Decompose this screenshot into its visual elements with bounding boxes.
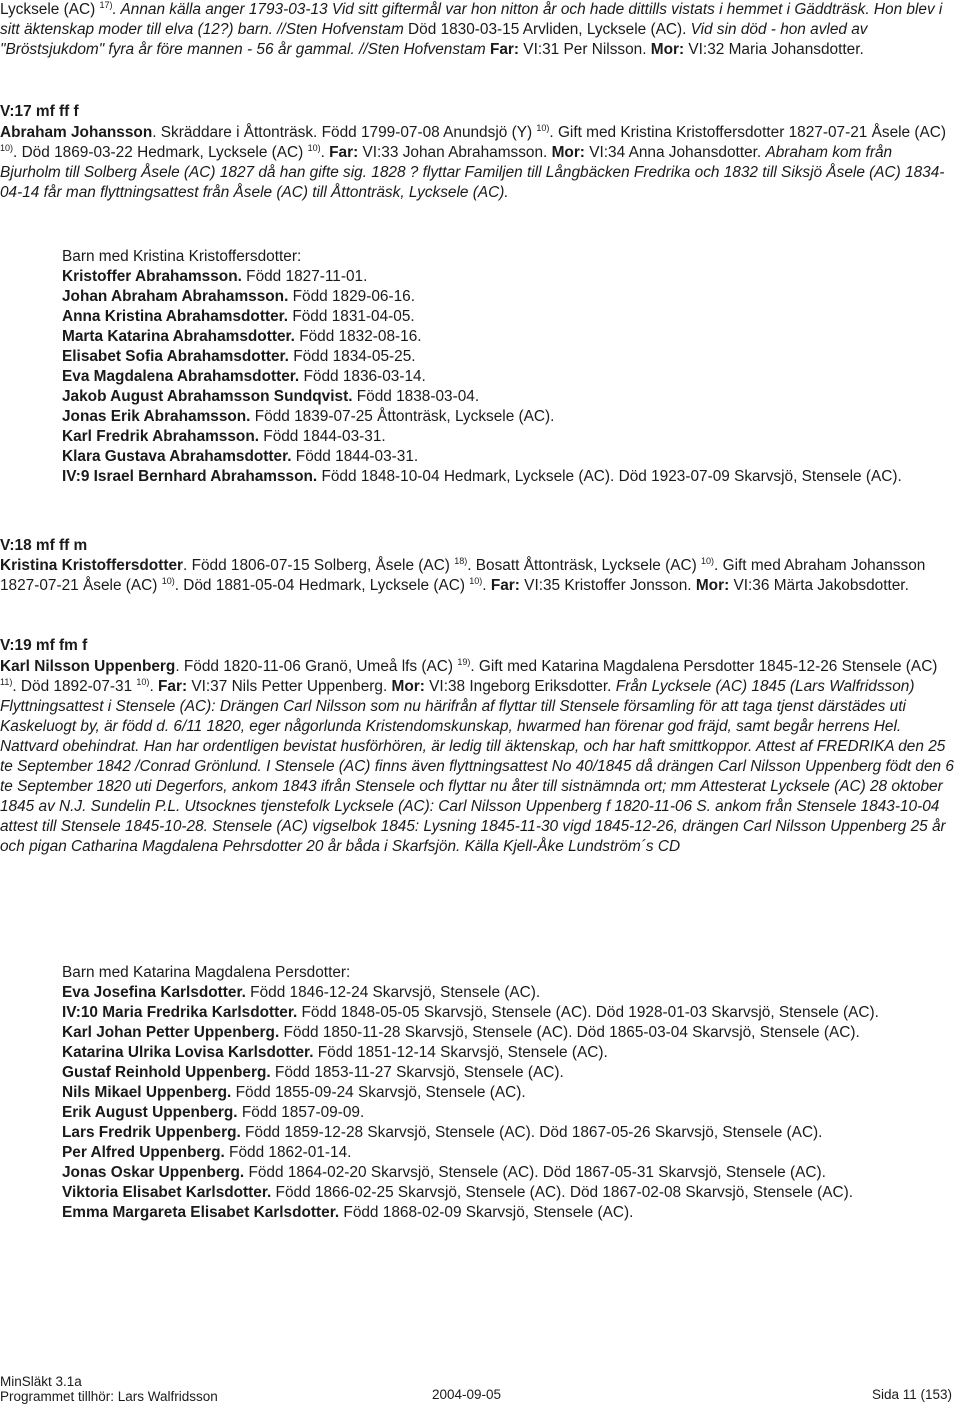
child-info: Född 1851-12-14 Skarvsjö, Stensele (AC). xyxy=(313,1044,608,1061)
child-name: Gustaf Reinhold Uppenberg. xyxy=(62,1064,271,1081)
child-info: Född 1864-02-20 Skarvsjö, Stensele (AC). Död 1867-05-31 Skarvsjö, Stensele (AC). xyxy=(244,1164,826,1181)
child-info: Född 1836-03-14. xyxy=(299,368,426,385)
far-value: VI:35 Kristoffer Jonsson. xyxy=(519,577,696,594)
child-name: Jonas Oskar Uppenberg. xyxy=(62,1164,245,1181)
entry-note: Från Lycksele (AC) 1845 (Lars Walfridsson) Flyttningsattest i Stensele (AC): Drängen Carl Nilsson som nu härifrån af flyttar till Stensele församling för att taga tjenst därstädes uti Kaskeluogt by, är född d. 6/11 1820, eger någorlunda Kristendomskunskap, hwarmed han förenar god fräjd, samt begår herrens Hel. Nattvard obehindrat. Han har ordentligen bevistat husförhören, är ledig till äktenskap, och har haft smittkoppor. Attest af FREDRIKA den 25 te September 1842 /Conrad Grönlund. I Stensele (AC) finns även flyttningsattest No 40/1845 då drängen Carl Nilsson Uppenberg födt den 6 te September 1820 uti Degerfors, ankom 1843 ifrån Stensele och flyttar nu åter till sistnämnda ort; mm Attesterat Lycksele (AC) 28 oktober 1845 av N.J. Sundelin P.L. Utsocknes tjenstefolk Lycksele (AC): Carl Nilsson Uppenberg f 1820-11-06 S. ankom från Stensele 1843-10-04 attest till Stensele 1845-10-28. Stensele (AC) vigselbok 1845: Lysning 1845-11-30 vigd 1845-12-26, drängen Carl Nilsson Uppenberg 25 år och pigan Catharina Magdalena Pehrsdotter 20 år båda i Skarfsjön. Källa Kjell-Åke Lundström´s CD xyxy=(0,678,954,855)
source-ref: 10) xyxy=(536,123,550,133)
entry-text: . Gift med Abraham Johansson 1827-07-21 Åsele (AC) xyxy=(0,557,926,594)
child-name: Jonas Erik Abrahamsson. xyxy=(62,408,251,425)
entry-text: . xyxy=(149,678,158,695)
program-name: MinSläkt 3.1a xyxy=(0,1374,82,1389)
entry-text: . Skräddare i Åttonträsk. Född 1799-07-08 Anundsjö (Y) xyxy=(152,124,537,141)
source-ref: 10) xyxy=(136,677,150,687)
child-name: Kristoffer Abrahamsson. xyxy=(62,268,242,285)
child-name: IV:10 Maria Fredrika Karlsdotter. xyxy=(62,1004,298,1021)
child-info: Född 1857-09-09. xyxy=(237,1104,365,1121)
child-item xyxy=(62,327,952,347)
program-owner: Programmet tillhör: Lars Walfridsson xyxy=(0,1389,218,1404)
source-ref: 19) xyxy=(457,657,471,667)
page-footer xyxy=(0,1375,956,1407)
far-label: Far: xyxy=(490,577,520,594)
mor-value: VI:38 Ingeborg Eriksdotter. xyxy=(424,678,612,695)
section-heading-v18: V:18 mf ff m xyxy=(0,537,88,554)
child-info: Född 1829-06-16. xyxy=(288,288,415,305)
child-info: Född 1868-02-09 Skarvsjö, Stensele (AC). xyxy=(339,1204,634,1221)
child-item xyxy=(62,1183,952,1203)
child-info: Född 1850-11-28 Skarvsjö, Stensele (AC). Död 1865-03-04 Skarvsjö, Stensele (AC). xyxy=(279,1024,860,1041)
mor-label: Mor: xyxy=(650,41,685,58)
entry-text: . Född 1820-11-06 Granö, Umeå lfs (AC) xyxy=(175,658,458,675)
child-name: Nils Mikael Uppenberg. xyxy=(62,1084,232,1101)
child-name: Katarina Ulrika Lovisa Karlsdotter. xyxy=(62,1044,314,1061)
child-item xyxy=(62,387,952,407)
child-name: Jakob August Abrahamsson Sundqvist. xyxy=(62,388,353,405)
mor-label: Mor: xyxy=(391,678,425,695)
child-info: Född 1831-04-05. xyxy=(288,308,415,325)
far-label: Far: xyxy=(329,144,359,161)
far-value: VI:31 Per Nilsson. xyxy=(519,41,651,58)
child-name: Anna Kristina Abrahamsdotter. xyxy=(62,308,289,325)
child-info: Född 1827-11-01. xyxy=(241,268,368,285)
entry-note: Abraham kom från Bjurholm till Solberg Åsele (AC) 1827 då han gifte sig. 1828 ? flyttar Familjen till Långbäcken Fredrika och 1832 till Siksjö Åsele (AC) 1834-04-14 får man flyttningsattest från Åsele (AC) till Åttonträsk, Lycksele (AC). xyxy=(0,144,945,201)
child-item xyxy=(62,367,952,387)
child-item xyxy=(62,467,952,487)
entry-text: . Död 1881-05-04 Hedmark, Lycksele (AC) xyxy=(174,577,470,594)
source-ref: 10) xyxy=(161,576,175,586)
source-ref: 10) xyxy=(469,576,483,586)
child-name: Emma Margareta Elisabet Karlsdotter. xyxy=(62,1204,340,1221)
child-item xyxy=(62,983,952,1003)
child-item xyxy=(62,1163,952,1183)
child-info: Född 1844-03-31. xyxy=(291,448,419,465)
person-entry-v17 xyxy=(0,123,956,203)
entry-text: . Bosatt Åttonträsk, Lycksele (AC) xyxy=(467,557,702,574)
far-label: Far: xyxy=(158,678,188,695)
page-number: Sida 11 (153) xyxy=(871,1387,952,1402)
child-item xyxy=(62,1063,952,1083)
intro-text-a: Lycksele (AC) xyxy=(0,1,100,18)
mor-value: VI:36 Märta Jakobsdotter. xyxy=(729,577,909,594)
entry-text: . xyxy=(482,577,491,594)
source-ref: 10) xyxy=(0,143,14,153)
child-name: Viktoria Elisabet Karlsdotter. xyxy=(62,1184,272,1201)
child-item xyxy=(62,427,952,447)
child-name: Johan Abraham Abrahamsson. xyxy=(62,288,289,305)
intro-paragraph xyxy=(0,0,956,60)
child-item xyxy=(62,1123,952,1143)
child-name: Erik August Uppenberg. xyxy=(62,1104,238,1121)
print-date: 2004-09-05 xyxy=(432,1387,502,1402)
child-item xyxy=(62,347,952,367)
intro-note-a: . Annan källa anger 1793-03-13 Vid sitt giftermål var hon nitton år och hade dittills vistats i hemmet i Gäddträsk. Hon blev i sitt äktenskap moder till elva (12?) barn. //Sten Hofvenstam xyxy=(0,1,943,38)
child-name: Eva Josefina Karlsdotter. xyxy=(62,984,246,1001)
section-heading-v17: V:17 mf ff f xyxy=(0,103,79,120)
child-name: Per Alfred Uppenberg. xyxy=(62,1144,225,1161)
far-value: VI:37 Nils Petter Uppenberg. xyxy=(187,678,392,695)
child-item xyxy=(62,1143,952,1163)
mor-label: Mor: xyxy=(695,577,730,594)
source-ref: 11) xyxy=(0,677,13,687)
child-name: Eva Magdalena Abrahamsdotter. xyxy=(62,368,300,385)
entry-text: . Gift med Kristina Kristoffersdotter 1827-07-21 Åsele (AC) xyxy=(549,124,947,141)
child-item xyxy=(62,447,952,467)
child-name: Marta Katarina Abrahamsdotter. xyxy=(62,328,295,345)
child-item xyxy=(62,1083,952,1103)
child-item xyxy=(62,1103,952,1123)
child-info: Född 1848-05-05 Skarvsjö, Stensele (AC). Död 1928-01-03 Skarvsjö, Stensele (AC). xyxy=(297,1004,879,1021)
children-header: Barn med Katarina Magdalena Persdotter: xyxy=(62,964,351,981)
child-info: Född 1862-01-14. xyxy=(224,1144,352,1161)
entry-text: . Död 1892-07-31 xyxy=(12,678,137,695)
intro-note-b: Vid sin död - hon avled av "Bröstsjukdom" fyra år före mannen - 56 år gammal. //Sten Hofvenstam xyxy=(0,21,868,58)
child-item xyxy=(62,1023,952,1043)
person-name: Abraham Johansson xyxy=(0,124,153,141)
entry-text: . Född 1806-07-15 Solberg, Åsele (AC) xyxy=(183,557,455,574)
mor-value: VI:32 Maria Johansdotter. xyxy=(684,41,864,58)
child-info: Född 1839-07-25 Åttonträsk, Lycksele (AC). xyxy=(250,408,555,425)
child-item xyxy=(62,407,952,427)
entry-text: . Död 1869-03-22 Hedmark, Lycksele (AC) xyxy=(13,144,308,161)
child-info: Född 1859-12-28 Skarvsjö, Stensele (AC). Död 1867-05-26 Skarvsjö, Stensele (AC). xyxy=(240,1124,823,1141)
child-info: Född 1866-02-25 Skarvsjö, Stensele (AC). Död 1867-02-08 Skarvsjö, Stensele (AC). xyxy=(271,1184,853,1201)
source-ref: 10) xyxy=(701,556,715,566)
section-heading-v19: V:19 mf fm f xyxy=(0,637,88,654)
mor-value: VI:34 Anna Johansdotter. xyxy=(584,144,766,161)
children-list-v17 xyxy=(62,247,952,487)
child-info: Född 1834-05-25. xyxy=(288,348,416,365)
child-name: Elisabet Sofia Abrahamsdotter. xyxy=(62,348,289,365)
mor-label: Mor: xyxy=(551,144,585,161)
entry-text: . Gift med Katarina Magdalena Persdotter 1845-12-26 Stensele (AC) xyxy=(470,658,938,675)
far-value: VI:33 Johan Abrahamsson. xyxy=(358,144,552,161)
child-info: Född 1848-10-04 Hedmark, Lycksele (AC). Död 1923-07-09 Skarvsjö, Stensele (AC). xyxy=(317,468,902,485)
child-name: Karl Johan Petter Uppenberg. xyxy=(62,1024,280,1041)
person-entry-v18 xyxy=(0,556,956,596)
child-name: Karl Fredrik Abrahamsson. xyxy=(62,428,260,445)
children-list-v19 xyxy=(62,963,952,1223)
person-name: Karl Nilsson Uppenberg xyxy=(0,658,176,675)
person-name: Kristina Kristoffersdotter xyxy=(0,557,184,574)
children-header: Barn med Kristina Kristoffersdotter: xyxy=(62,248,302,265)
child-name: IV:9 Israel Bernhard Abrahamsson. xyxy=(62,468,318,485)
child-item xyxy=(62,307,952,327)
child-item xyxy=(62,1003,952,1023)
child-info: Född 1855-09-24 Skarvsjö, Stensele (AC). xyxy=(231,1084,526,1101)
far-label: Far: xyxy=(485,41,520,58)
child-item xyxy=(62,1203,952,1223)
entry-text: . xyxy=(320,144,330,161)
child-item xyxy=(62,1043,952,1063)
child-name: Klara Gustava Abrahamsdotter. xyxy=(62,448,292,465)
child-info: Född 1844-03-31. xyxy=(259,428,386,445)
source-ref: 17) xyxy=(99,0,113,10)
person-entry-v19 xyxy=(0,657,956,857)
child-item xyxy=(62,267,952,287)
intro-death: Död 1830-03-15 Arvliden, Lycksele (AC). xyxy=(403,21,691,38)
child-info: Född 1853-11-27 Skarvsjö, Stensele (AC). xyxy=(270,1064,564,1081)
source-ref: 18) xyxy=(454,556,468,566)
child-info: Född 1832-08-16. xyxy=(294,328,422,345)
child-info: Född 1838-03-04. xyxy=(352,388,480,405)
source-ref: 10) xyxy=(307,143,321,153)
child-info: Född 1846-12-24 Skarvsjö, Stensele (AC). xyxy=(245,984,541,1001)
child-name: Lars Fredrik Uppenberg. xyxy=(62,1124,241,1141)
child-item xyxy=(62,287,952,307)
